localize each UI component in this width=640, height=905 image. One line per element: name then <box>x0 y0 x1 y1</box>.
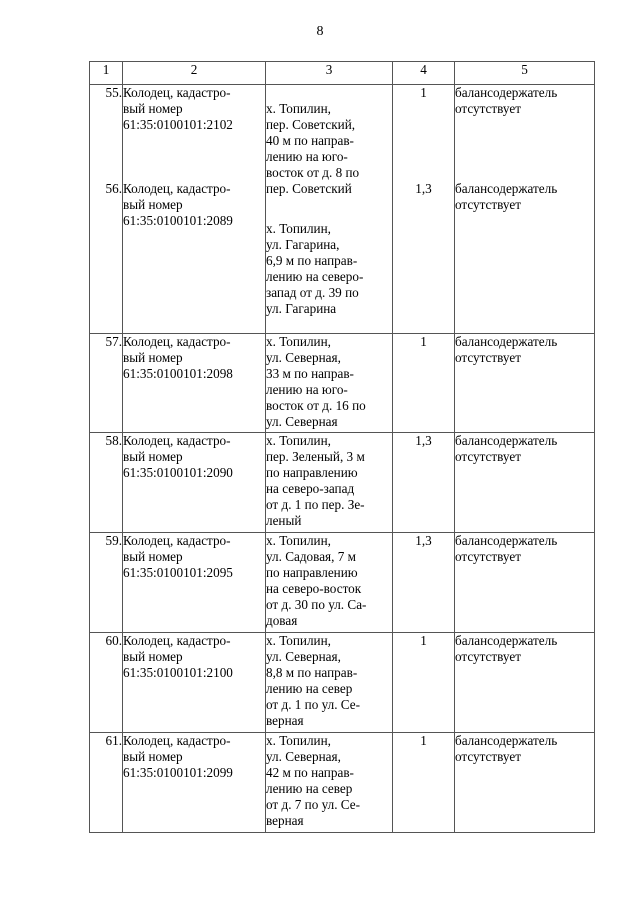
object-name: Колодец, кадастро- <box>123 85 231 100</box>
object-cell <box>123 433 266 533</box>
header-col-1: 1 <box>90 62 123 85</box>
category-value: 1,3 <box>415 181 432 196</box>
row-number: 57. <box>90 334 123 433</box>
object-name: Колодец, кадастро- <box>123 334 231 349</box>
table-row <box>90 85 595 334</box>
owner-status: отсутствует <box>455 449 521 464</box>
owner-status: балансодержатель <box>455 85 558 100</box>
owner-status: отсутствует <box>455 549 521 564</box>
object-label: вый номер <box>123 549 183 564</box>
owner-cell <box>455 633 595 733</box>
row-number: 61. <box>90 733 123 833</box>
row-number: 60. <box>90 633 123 733</box>
owner-status: балансодержатель <box>455 533 558 548</box>
object-label: вый номер <box>123 101 183 116</box>
owner-cell <box>455 85 595 334</box>
owner-status: балансодержатель <box>455 181 558 196</box>
owner-cell <box>455 533 595 633</box>
category-cell <box>393 85 455 334</box>
object-label: вый номер <box>123 749 183 764</box>
row-number: 58. <box>90 433 123 533</box>
table-header-row <box>90 62 595 85</box>
object-label: вый номер <box>123 449 183 464</box>
object-name: Колодец, кадастро- <box>123 733 231 748</box>
header-col-4: 4 <box>393 62 455 85</box>
row-number: 55. <box>105 85 122 100</box>
cadastral-number: 61:35:0100101:2090 <box>123 465 233 480</box>
address-text: х. Топилин, ул. Северная, 42 м по направ- лению на север от д. 7 по ул. Се- верная <box>266 733 393 833</box>
category-value: 1 <box>393 334 455 433</box>
category-value: 1,3 <box>393 533 455 633</box>
object-cell <box>123 733 266 833</box>
owner-status: отсутствует <box>455 197 521 212</box>
row-number: 59. <box>90 533 123 633</box>
table-row <box>90 433 595 533</box>
address-text: х. Топилин, пер. Зеленый, 3 м по направлению на северо-запад от д. 1 по пер. Зе- леный <box>266 433 393 533</box>
header-col-2: 2 <box>123 62 266 85</box>
header-col-5: 5 <box>455 62 595 85</box>
owner-status: балансодержатель <box>455 633 558 648</box>
address-text: х. Топилин, пер. Советский, 40 м по направ- лению на юго- восток от д. 8 по пер. Советский <box>266 101 360 196</box>
object-label: вый номер <box>123 649 183 664</box>
owner-cell <box>455 433 595 533</box>
object-name: Колодец, кадастро- <box>123 633 231 648</box>
address-text: х. Топилин, ул. Гагарина, 6,9 м по направ- лению на северо- запад от д. 39 по ул. Гагарина <box>266 221 364 316</box>
cadastral-number: 61:35:0100101:2098 <box>123 366 233 381</box>
header-col-3: 3 <box>266 62 393 85</box>
owner-status: балансодержатель <box>455 334 558 349</box>
row-number-cell <box>90 85 123 334</box>
table-row <box>90 334 595 433</box>
category-value: 1 <box>393 633 455 733</box>
object-label: вый номер <box>123 350 183 365</box>
cadastral-number: 61:35:0100101:2102 <box>123 117 233 132</box>
object-cell <box>123 334 266 433</box>
cadastral-number: 61:35:0100101:2099 <box>123 765 233 780</box>
object-name: Колодец, кадастро- <box>123 433 231 448</box>
wells-registry-table <box>89 61 595 833</box>
category-value: 1 <box>420 85 427 100</box>
owner-status: отсутствует <box>455 101 521 116</box>
owner-status: балансодержатель <box>455 733 558 748</box>
object-cell <box>123 533 266 633</box>
owner-cell <box>455 733 595 833</box>
category-value: 1,3 <box>393 433 455 533</box>
address-cell <box>266 85 393 334</box>
table-row <box>90 633 595 733</box>
page-number: 8 <box>316 24 324 39</box>
object-name: Колодец, кадастро- <box>123 181 231 196</box>
cadastral-number: 61:35:0100101:2100 <box>123 665 233 680</box>
object-label: вый номер <box>123 197 183 212</box>
address-text: х. Топилин, ул. Северная, 33 м по направ- лению на юго- восток от д. 16 по ул. Северная <box>266 334 393 433</box>
table-row <box>90 733 595 833</box>
cadastral-number: 61:35:0100101:2089 <box>123 213 233 228</box>
owner-status: отсутствует <box>455 649 521 664</box>
object-cell <box>123 85 266 334</box>
object-name: Колодец, кадастро- <box>123 533 231 548</box>
owner-status: отсутствует <box>455 749 521 764</box>
object-cell <box>123 633 266 733</box>
table-row <box>90 533 595 633</box>
owner-cell <box>455 334 595 433</box>
address-text: х. Топилин, ул. Северная, 8,8 м по направ- лению на север от д. 1 по ул. Се- верная <box>266 633 393 733</box>
row-number: 56. <box>105 181 122 196</box>
category-value: 1 <box>393 733 455 833</box>
owner-status: отсутствует <box>455 350 521 365</box>
cadastral-number: 61:35:0100101:2095 <box>123 565 233 580</box>
address-text: х. Топилин, ул. Садовая, 7 м по направлению на северо-восток от д. 30 по ул. Са- довая <box>266 533 393 633</box>
owner-status: балансодержатель <box>455 433 558 448</box>
